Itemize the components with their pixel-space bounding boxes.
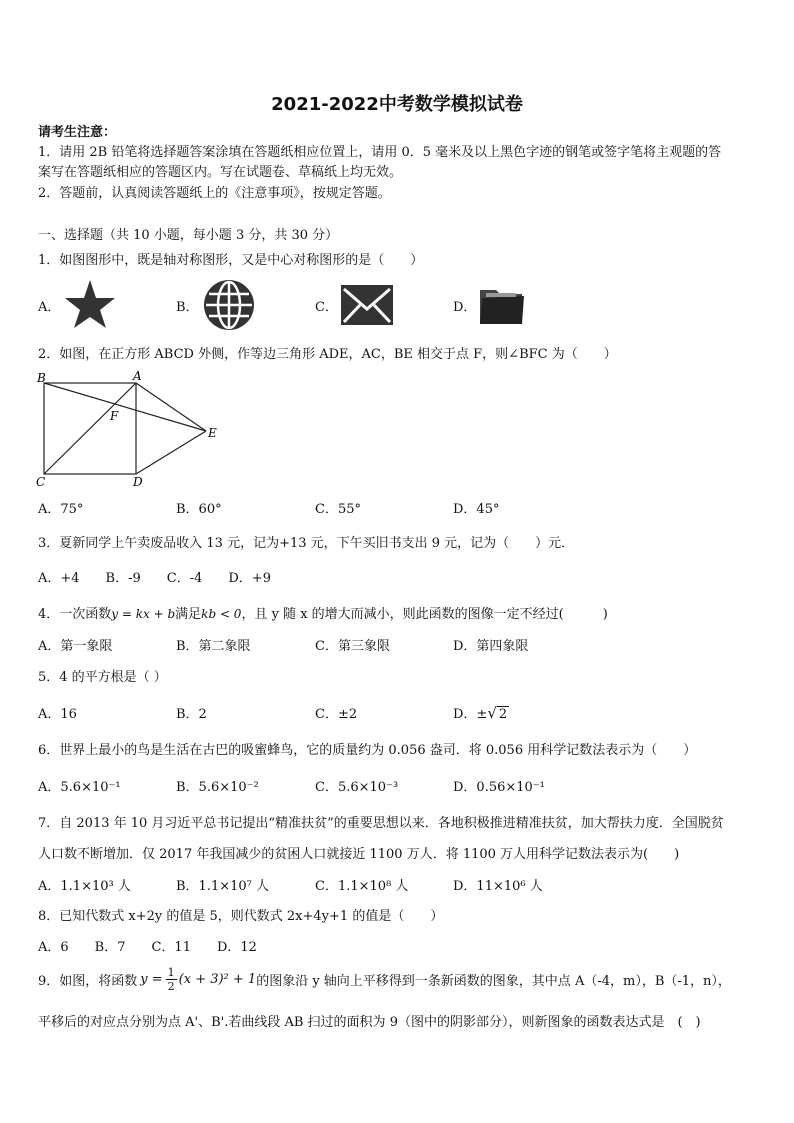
q5-stem: 5．4 的平方根是（ ） [38, 670, 167, 685]
folder-icon [478, 284, 526, 328]
q1-option-a[interactable] [38, 296, 60, 315]
q9-func-rest: (x + 3)² + 1 [178, 972, 257, 987]
q1-option-b-label: B． [176, 300, 199, 315]
q4-option-d[interactable]: D．第四象限 [453, 639, 529, 654]
envelope-icon [340, 283, 394, 327]
q5-option-c[interactable]: C．±2 [315, 707, 358, 722]
q9-fraction-denominator: 2 [167, 980, 175, 993]
q5-option-d[interactable] [453, 703, 509, 722]
q7-stem-line-1: 7．自 2013 年 10 月习近平总书记提出“精准扶贫”的重要思想以来．各地积极推进精准扶贫，加大帮扶力度．全国脱贫 [38, 816, 724, 831]
q5-option-b[interactable]: B．2 [176, 707, 207, 722]
q1-stem: 1．如图图形中，既是轴对称图形，又是中心对称图形的是（ ） [38, 253, 424, 268]
q1-option-c[interactable] [315, 296, 338, 315]
section-heading: 一、选择题（共 10 小题，每小题 3 分，共 30 分） [38, 228, 339, 243]
q9-fraction [166, 966, 177, 993]
q2-geometry-figure [30, 368, 230, 490]
label-c: C [36, 475, 46, 489]
q1-option-d[interactable] [453, 296, 476, 315]
q9-stem-post: 的图象沿 y 轴向上平移得到一条新函数的图象，其中点 A（-4，m），B（-1，n）， [256, 974, 731, 989]
q4-function: y = kx + b [111, 607, 176, 621]
q1-option-c-label: C． [315, 300, 338, 315]
q2-option-d[interactable]: D．45° [453, 502, 500, 517]
q7-option-a[interactable]: A．1.1×10³ 人 [38, 879, 131, 894]
q9-stem-pre: 9．如图，将函数 [38, 974, 138, 989]
q6-option-a[interactable]: A．5.6×10⁻¹ [38, 780, 121, 795]
label-f: F [110, 409, 119, 423]
q6-option-c[interactable]: C．5.6×10⁻³ [315, 780, 399, 795]
q5-option-a[interactable]: A．16 [38, 707, 77, 722]
q4-stem-mid: 满足 [175, 607, 202, 622]
q1-option-a-label: A． [38, 300, 61, 315]
q9-func-y: y = [140, 972, 163, 987]
label-a: A [133, 369, 142, 383]
q7-option-b[interactable]: B．1.1×10⁷ 人 [176, 879, 270, 894]
q1-option-b[interactable] [176, 296, 199, 315]
q4-stem-post: ，且 y 随 x 的增大而减小，则此函数的图像一定不经过( ) [241, 607, 608, 622]
q4-option-c[interactable]: C．第三象限 [315, 639, 390, 654]
notice-line-2: 2．答题前，认真阅读答题纸上的《注意事项》，按规定答题。 [38, 186, 391, 201]
q9-stem-line-2: 平移后的对应点分别为点 A'、B'.若曲线段 AB 扫过的面积为 9（图中的阴影部分），则新图象的函数表达式是 ( ) [38, 1015, 701, 1030]
label-b: B [37, 371, 46, 385]
q3-options[interactable]: A．+4 B．-9 C．-4 D．+9 [38, 571, 271, 586]
notice-heading: 请考生注意： [38, 125, 117, 140]
q9-stem [38, 966, 731, 993]
label-e: E [208, 426, 217, 440]
page-title: 2021-2022中考数学模拟试卷 [271, 94, 523, 115]
q6-option-b[interactable]: B．5.6×10⁻² [176, 780, 259, 795]
q8-stem: 8．已知代数式 x+2y 的值是 5，则代数式 2x+4y+1 的值是（ ） [38, 909, 444, 924]
sqrt-symbol: √ [487, 704, 497, 722]
q5-option-d-label: D．± [453, 707, 488, 722]
q4-condition: kb < 0 [201, 607, 242, 621]
globe-icon [202, 278, 256, 332]
q4-stem-pre: 4．一次函数 [38, 607, 112, 622]
star-icon [63, 278, 117, 330]
q9-fraction-numerator: 1 [167, 966, 175, 979]
notice-line-1: 1．请用 2B 铅笔将选择题答案涂填在答题纸相应位置上，请用 0．5 毫米及以上黑色字迹的钢笔或签字笔将主观题的答 [38, 145, 722, 160]
q6-stem: 6．世界上最小的鸟是生活在古巴的吸蜜蜂鸟，它的质量约为 0.056 盎司．将 0.056 用科学记数法表示为（ ） [38, 743, 697, 758]
q7-option-d[interactable]: D．11×10⁶ 人 [453, 879, 543, 894]
q4-option-a[interactable]: A．第一象限 [38, 639, 113, 654]
q5-radicand: 2 [498, 707, 508, 722]
q3-stem: 3．夏新同学上午卖废品收入 13 元，记为+13 元，下午买旧书支出 9 元，记为（ ）元． [38, 536, 575, 551]
q8-options[interactable]: A．6 B．7 C．11 D．12 [38, 940, 257, 955]
q6-option-d[interactable]: D．0.56×10⁻¹ [453, 780, 545, 795]
q4-stem [38, 603, 608, 622]
q1-option-d-label: D． [453, 300, 477, 315]
q2-stem: 2．如图，在正方形 ABCD 外侧，作等边三角形 ADE，AC，BE 相交于点 F，则∠BFC 为（ ） [38, 347, 617, 362]
label-d: D [133, 475, 143, 489]
q7-stem-line-2: 人口数不断增加．仅 2017 年我国减少的贫困人口就接近 1100 万人．将 1100 万人用科学记数法表示为( ) [38, 847, 680, 862]
notice-line-1b: 案写在答题纸相应的答题区内。写在试题卷、草稿纸上均无效。 [38, 165, 403, 180]
q4-option-b[interactable]: B．第二象限 [176, 639, 251, 654]
q2-option-c[interactable]: C．55° [315, 502, 361, 517]
q7-option-c[interactable]: C．1.1×10⁸ 人 [315, 879, 409, 894]
q2-option-b[interactable]: B．60° [176, 502, 222, 517]
q2-option-a[interactable]: A．75° [38, 502, 84, 517]
